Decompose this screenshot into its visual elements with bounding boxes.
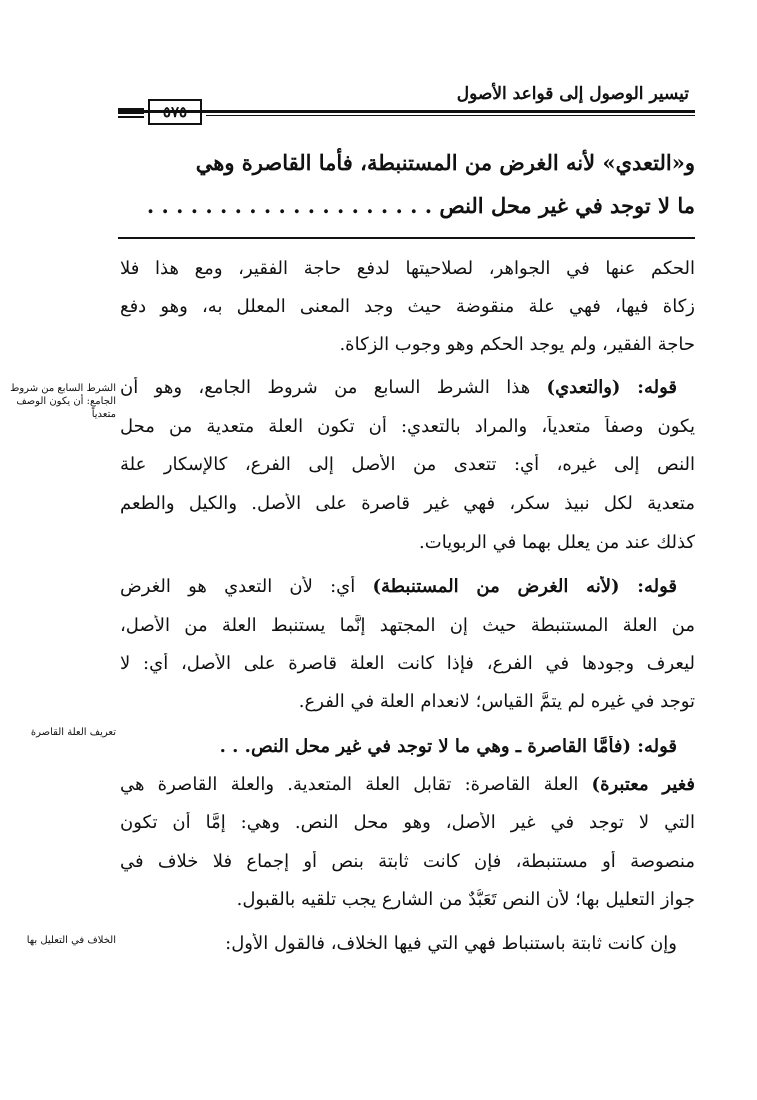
commentary-line: جواز التعليل بها؛ لأن النص تَعَبُّدٌ من الشارع يجب تلقيه بالقبول. [236, 889, 695, 910]
commentary-line: كذلك عند من يعلل بهما في الربويات. [419, 532, 695, 553]
commentary-line [120, 377, 695, 398]
margin-note: الشرط السابع من شروط الجامع: أن يكون الوصف متعدياً [10, 383, 116, 420]
commentary-line [120, 774, 695, 795]
commentary-line: التي لا توجد في غير الأصل، وهو محل النص. وهي: إمَّا أن تكون [120, 812, 695, 833]
quote-label: قوله: (والتعدي) [546, 377, 677, 398]
commentary-line [120, 576, 695, 597]
commentary-line: زكاة فيها، فهي علة منقوضة حيث وجد المعنى المعلل به، وهو دفع [120, 296, 695, 317]
matn-line-1: و«التعدي» لأنه الغرض من المستنبطة، فأما القاصرة وهي [195, 150, 695, 175]
margin-note: الخلاف في التعليل بها [26, 935, 116, 946]
header-rule [118, 110, 695, 113]
commentary-line: منصوصة أو مستنبطة، فإن كانت ثابتة بنص أو إجماع فلا خلاف في [120, 851, 695, 872]
commentary-line: حاجة الفقير، ولم يوجد الحكم وهو وجوب الزكاة. [339, 334, 695, 355]
commentary-line: يكون وصفاً متعدياً، والمراد بالتعدي: أن تكون العلة متعدية من محل [120, 416, 695, 437]
commentary-text: هذا الشرط السابع من شروط الجامع، وهو أن [120, 377, 547, 398]
quote-label-line: قوله: (فأمَّا القاصرة ـ وهي ما لا توجد في غير محل النص. . . [219, 736, 677, 757]
header-rule-thin [206, 115, 695, 116]
commentary-line: الحكم عنها في الجواهر، لصلاحيتها لدفع حاجة الفقير، ومع هذا فلا [120, 258, 695, 279]
commentary-line: من العلة المستنبطة حيث إن المجتهد إنَّما يستنبط العلة من الأصل، [120, 615, 695, 636]
commentary-text: العلة القاصرة: تقابل العلة المتعدية. والعلة القاصرة هي [120, 774, 592, 795]
commentary-line: متعدية لكل نبيذ سكر، فهي غير قاصرة على الأصل. والكيل والطعم [120, 493, 695, 514]
page-number: ٥٧٥ [148, 99, 202, 125]
quote-label: فغير معتبرة) [591, 774, 695, 795]
margin-note: تعريف العلة القاصرة [30, 727, 116, 738]
matn-line-2: ما لا توجد في غير محل النص . . . . . . . . . . . . . . . . . . . . [146, 193, 695, 218]
running-header-title: تيسير الوصول إلى قواعد الأصول [456, 84, 689, 104]
quote-label: قوله: (لأنه الغرض من المستنبطة) [372, 576, 677, 597]
commentary-line: وإن كانت ثابتة باستنباط فهي التي فيها الخلاف، فالقول الأول: [225, 933, 677, 954]
commentary-text: أي: لأن التعدي هو الغرض [120, 576, 373, 597]
matn-separator-rule [118, 237, 695, 239]
commentary-line: ليعرف وجودها في الفرع، فإذا كانت العلة قاصرة على الأصل، أي: لا [120, 653, 695, 674]
commentary-line: توجد في غيره لم يتمَّ القياس؛ لانعدام العلة في الفرع. [298, 691, 695, 712]
commentary-line: النص إلى غيره، أي: تتعدى من الأصل إلى الفرع، كالإسكار علة [120, 454, 695, 475]
